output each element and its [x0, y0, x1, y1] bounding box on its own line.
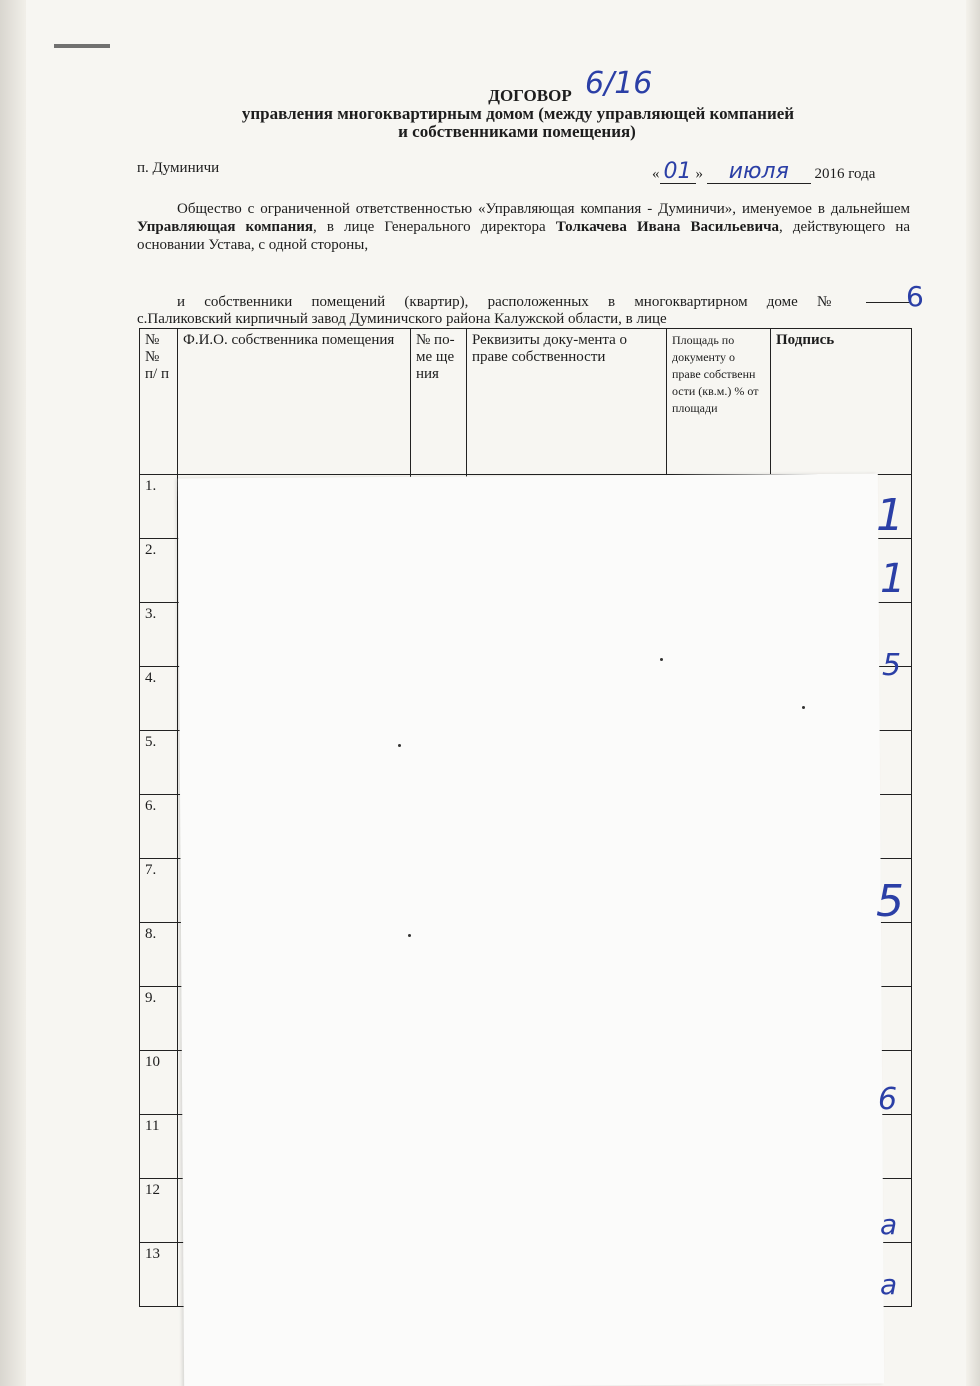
scan-speck	[398, 744, 401, 747]
signature-mark: a	[880, 1208, 898, 1241]
header-fio: Ф.И.О. собственника помещения	[178, 329, 411, 475]
row-number: 10	[140, 1051, 178, 1115]
header-num: № № п/ п	[140, 329, 178, 475]
owners-paragraph-line1	[137, 280, 924, 313]
row-number: 3.	[140, 603, 178, 667]
date-month-field	[707, 159, 811, 184]
header-area: Площадь по документу о праве собственн ости (кв.м.) % от площади	[667, 329, 771, 475]
document-subtitle-line2: и собственниками помещения)	[398, 122, 636, 141]
intro-paragraph	[137, 200, 910, 254]
date-open-quote: «	[652, 166, 660, 182]
contract-date	[652, 159, 876, 184]
row-number: 8.	[140, 923, 178, 987]
signature-mark: 1	[876, 490, 904, 541]
house-number: 6	[866, 292, 910, 303]
document-subtitle-line1: управления многоквартирным домом (между управляющей компанией	[241, 104, 795, 123]
date-close-quote: »	[695, 166, 703, 182]
director-name: Толкачева Ивана Васильевича	[555, 219, 780, 235]
row-number: 13	[140, 1243, 178, 1307]
scan-speck	[408, 934, 411, 937]
covering-paper	[178, 474, 884, 1386]
row-number: 5.	[140, 731, 178, 795]
date-year: 2016 года	[814, 166, 876, 182]
scan-speck	[660, 658, 663, 661]
signature-mark: 6	[878, 1082, 898, 1117]
row-number: 12	[140, 1179, 178, 1243]
paper-edge-left	[0, 0, 26, 1386]
scan-smudge	[54, 44, 110, 48]
document-title: ДОГОВОР	[488, 86, 572, 105]
contract-number: 6/16	[585, 66, 653, 101]
signature-mark: 1	[880, 556, 906, 602]
intro-text-2: , в лице Генерального директора	[312, 219, 556, 235]
owners-paragraph-line2: с.Паликовский кирпичный завод Думиничского района Калужской области, в лице	[137, 311, 667, 327]
header-room: № по-ме ще ния	[411, 329, 467, 475]
paper-edge-right	[966, 0, 980, 1386]
header-signature: Подпись	[771, 329, 912, 475]
intro-text-1: Общество с ограниченной ответственностью «Управляющая компания - Думиничи», именуемое в дальнейшем	[177, 201, 910, 217]
row-number: 1.	[140, 475, 178, 539]
row-number: 6.	[140, 795, 178, 859]
signature-mark: 5	[876, 876, 904, 927]
row-number: 11	[140, 1115, 178, 1179]
date-day: 01	[663, 159, 692, 184]
date-day-field	[660, 159, 696, 184]
scan-speck	[802, 706, 805, 709]
row-number: 2.	[140, 539, 178, 603]
header-docs: Реквизиты доку-мента о праве собственности	[467, 329, 667, 475]
table-header-row	[140, 329, 912, 475]
place-name: п. Думиничи	[137, 160, 220, 176]
row-number: 4.	[140, 667, 178, 731]
row-number: 7.	[140, 859, 178, 923]
date-month: июля	[728, 159, 789, 184]
owners-text: и собственники помещений (квартир), расположенных в многоквартирном доме №	[177, 294, 847, 310]
company-role-name: Управляющая компания	[137, 219, 313, 235]
signature-mark: 5	[882, 648, 902, 683]
row-number: 9.	[140, 987, 178, 1051]
signature-mark: a	[880, 1268, 898, 1301]
intro-text-3: , действующего на основании Устава, с одной стороны,	[137, 219, 911, 253]
